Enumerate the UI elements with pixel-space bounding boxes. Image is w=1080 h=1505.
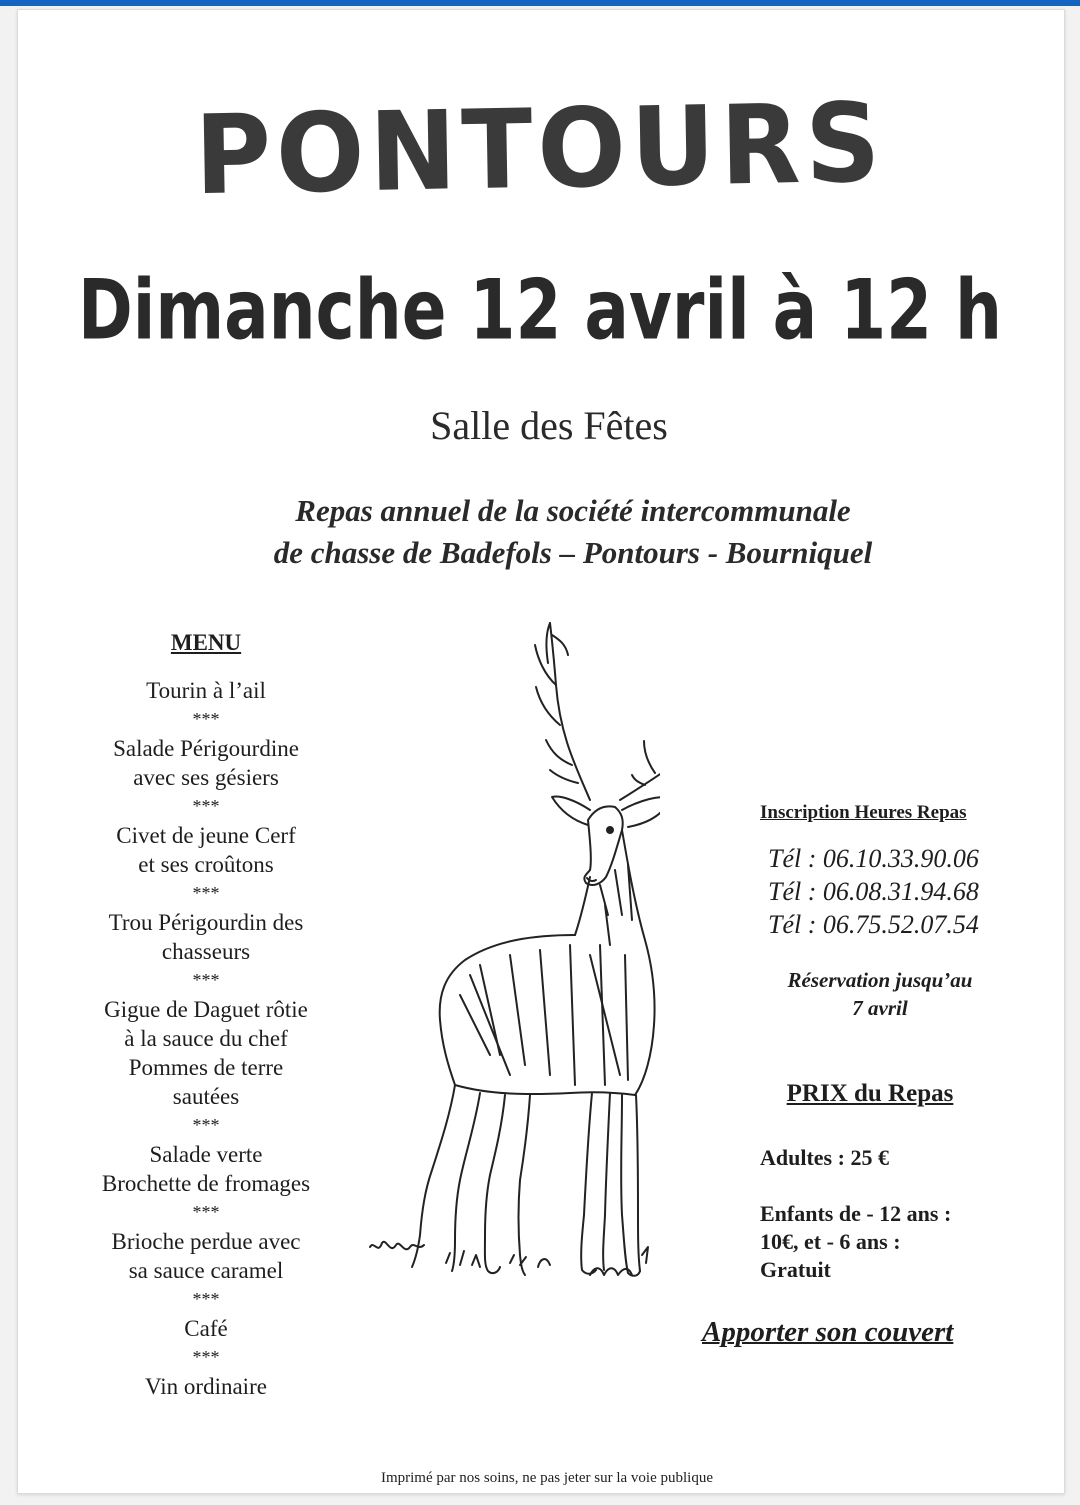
phone-number-1: Tél : 06.10.33.90.06 [768, 844, 979, 873]
bring-cutlery-note: Apporter son couvert [702, 1316, 954, 1348]
menu-separator: *** [192, 709, 220, 729]
menu-item: à la sauce du chef [124, 1026, 288, 1051]
menu-item: avec ses gésiers [133, 765, 279, 790]
menu-item: Salade Périgourdine [113, 736, 299, 761]
footer-note: Imprimé par nos soins, ne pas jeter sur la voie publique [380, 1470, 713, 1486]
subtitle-line-1: Repas annuel de la société intercommunale [295, 493, 851, 528]
menu-separator: *** [192, 796, 220, 816]
reservation-line-2: 7 avril [852, 996, 908, 1020]
menu-item: Tourin à l’ail [146, 678, 266, 703]
menu-item: Gigue de Daguet rôtie [104, 997, 308, 1022]
price-children-line-2: 10€, et - 6 ans : [760, 1229, 901, 1254]
menu-item: Brioche perdue avec [111, 1229, 301, 1254]
menu-separator: *** [192, 1347, 220, 1367]
menu-separator: *** [192, 883, 220, 903]
menu-item: Trou Périgourdin des [108, 910, 304, 935]
price-adults: Adultes : 25 € [760, 1145, 889, 1170]
price-heading: PRIX du Repas [786, 1080, 954, 1107]
price-children [760, 1200, 1000, 1284]
phone-list [768, 842, 979, 941]
menu-separator: *** [192, 970, 220, 990]
price-children-line-1: Enfants de - 12 ans : [760, 1201, 952, 1226]
menu-section [75, 630, 337, 1401]
event-venue: Salle des Fêtes [430, 403, 668, 448]
menu-item: sa sauce caramel [128, 1258, 284, 1283]
menu-item: sautées [172, 1084, 240, 1109]
menu-item: Pommes de terre [128, 1055, 284, 1080]
event-date: Dimanche 12 avril à 12 h [77, 262, 1003, 359]
menu-item: chasseurs [161, 939, 251, 964]
menu-separator: *** [192, 1115, 220, 1135]
menu-separator: *** [192, 1202, 220, 1222]
menu-item: Brochette de fromages [101, 1171, 311, 1196]
reservation-deadline [760, 966, 1000, 1022]
top-accent-bar [0, 0, 1080, 6]
event-subtitle [0, 490, 1080, 574]
menu-list [75, 676, 337, 1401]
menu-item: Salade verte [149, 1142, 263, 1167]
menu-item: Vin ordinaire [145, 1374, 267, 1399]
phone-number-3: Tél : 06.75.52.07.54 [768, 910, 979, 939]
menu-item: et ses croûtons [138, 852, 274, 877]
inscription-heading: Inscription Heures Repas [760, 802, 967, 823]
flyer-title: PONTOURS [193, 78, 887, 220]
menu-separator: *** [192, 1289, 220, 1309]
menu-item: Café [184, 1316, 228, 1341]
menu-heading: MENU [170, 630, 242, 655]
reservation-line-1: Réservation jusqu’au [787, 968, 973, 992]
menu-item: Civet de jeune Cerf [116, 823, 296, 848]
phone-number-2: Tél : 06.08.31.94.68 [768, 877, 979, 906]
subtitle-line-2: de chasse de Badefols – Pontours - Bourniquel [273, 535, 873, 570]
price-children-line-3: Gratuit [760, 1257, 831, 1282]
stag-drawing [360, 615, 660, 1295]
